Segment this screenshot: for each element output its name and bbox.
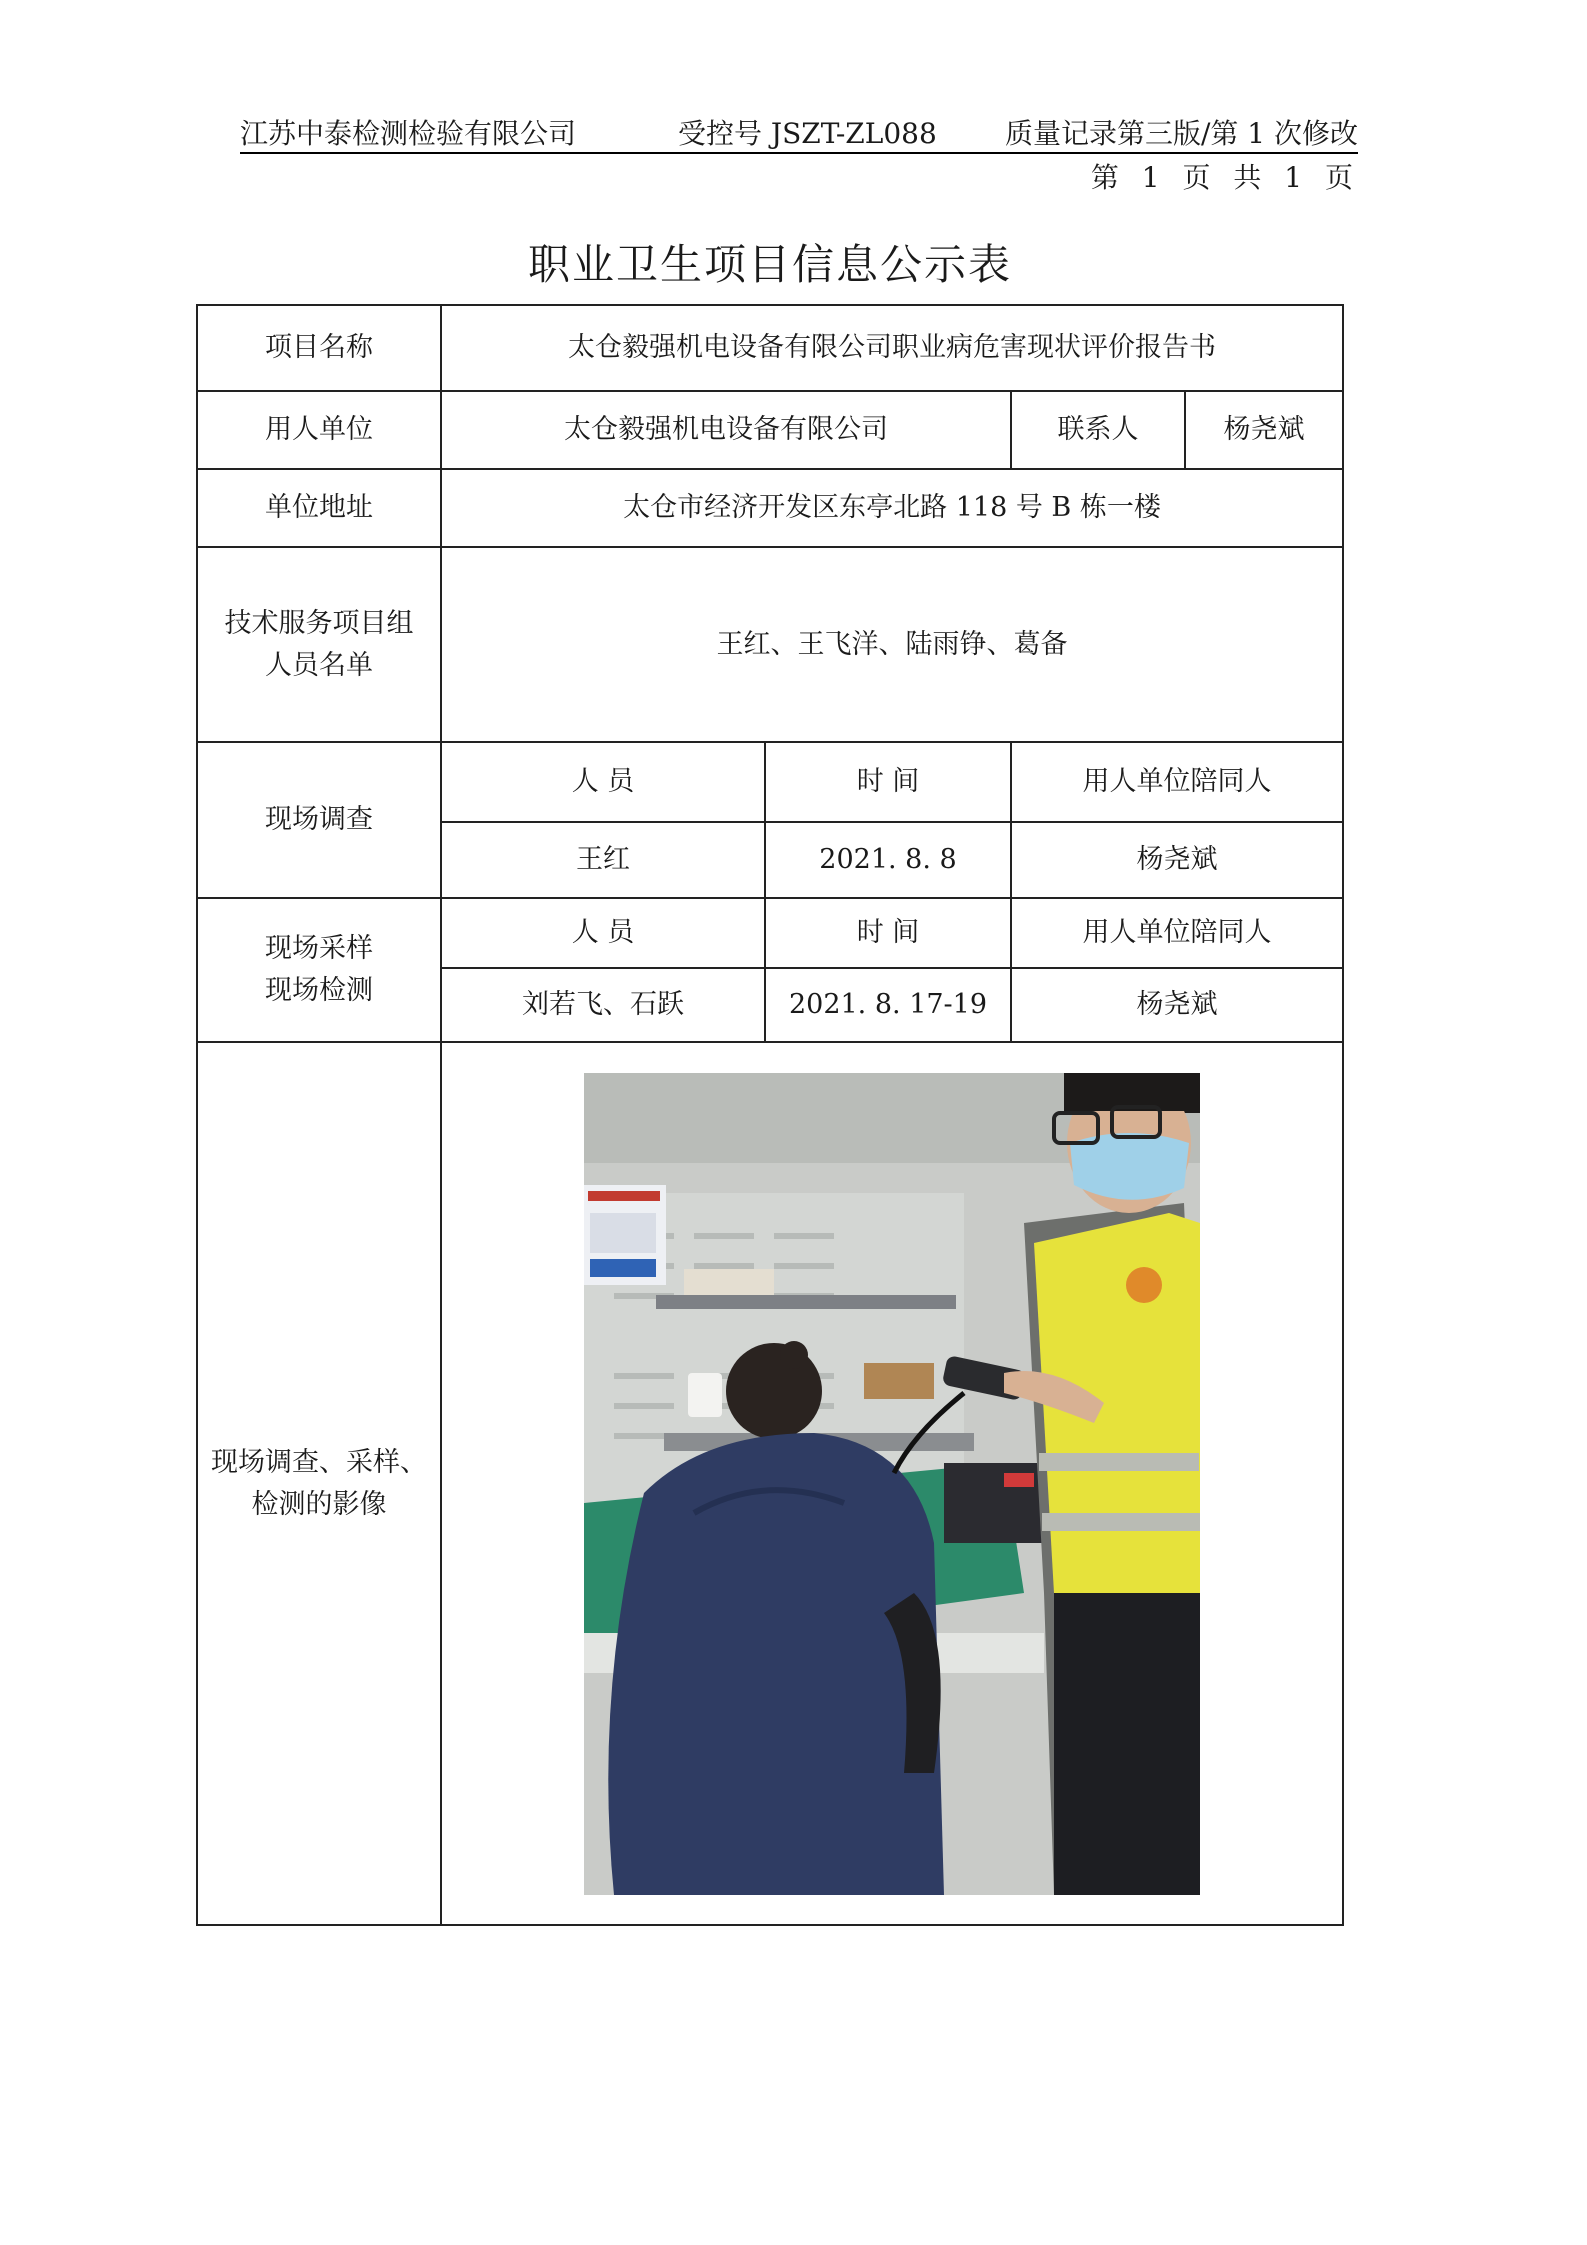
address-value: 太仓市经济开发区东亭北路 118 号 B 栋一楼 [441, 469, 1343, 547]
survey-col-person: 人 员 [441, 742, 765, 822]
sampling-escort: 杨尧斌 [1011, 968, 1343, 1042]
page-number: 第 1 页 共 1 页 [1090, 161, 1353, 194]
sampling-person: 刘若飞、石跃 [441, 968, 765, 1042]
photo-label-line2: 检测的影像 [251, 1488, 387, 1520]
project-name-label: 项目名称 [197, 305, 441, 391]
sampling-label-line1: 现场采样 [265, 933, 373, 965]
photo-cell [441, 1042, 1343, 1925]
photo-label-line1: 现场调查、采样、 [211, 1446, 427, 1478]
team-value: 王红、王飞洋、陆雨铮、葛备 [441, 547, 1343, 742]
survey-escort: 杨尧斌 [1011, 822, 1343, 898]
record-version: 质量记录第三版/第 1 次修改 [1004, 117, 1358, 150]
row-address [197, 469, 1343, 547]
sampling-col-time: 时 间 [765, 898, 1011, 968]
contact-value: 杨尧斌 [1185, 391, 1343, 469]
survey-col-time: 时 间 [765, 742, 1011, 822]
row-project-name [197, 305, 1343, 391]
team-label-line2: 人员名单 [265, 649, 373, 681]
employer-label: 用人单位 [197, 391, 441, 469]
info-table [196, 304, 1344, 1926]
survey-time: 2021. 8. 8 [765, 822, 1011, 898]
row-photo [197, 1042, 1343, 1925]
survey-label: 现场调查 [197, 742, 441, 898]
row-team [197, 547, 1343, 742]
sampling-col-person: 人 员 [441, 898, 765, 968]
sampling-col-escort: 用人单位陪同人 [1011, 898, 1343, 968]
survey-col-escort: 用人单位陪同人 [1011, 742, 1343, 822]
contact-label: 联系人 [1011, 391, 1185, 469]
employer-value: 太仓毅强机电设备有限公司 [441, 391, 1011, 469]
address-label: 单位地址 [197, 469, 441, 547]
page-header [240, 112, 1358, 154]
team-label-line1: 技术服务项目组 [224, 607, 414, 639]
sampling-label [197, 898, 441, 1042]
survey-person: 王红 [441, 822, 765, 898]
row-sampling-header [197, 898, 1343, 968]
photo-label [197, 1042, 441, 1925]
sampling-label-line2: 现场检测 [265, 975, 373, 1006]
page-title: 职业卫生项目信息公示表 [527, 240, 1012, 289]
team-label [197, 547, 441, 742]
row-survey-header [197, 742, 1343, 822]
sampling-time: 2021. 8. 17-19 [765, 968, 1011, 1042]
company-name: 江苏中泰检测检验有限公司 [240, 117, 577, 150]
row-employer [197, 391, 1343, 469]
control-number: 受控号 JSZT-ZL088 [678, 117, 937, 150]
project-name-value: 太仓毅强机电设备有限公司职业病危害现状评价报告书 [441, 305, 1343, 391]
site-photo [584, 1073, 1200, 1895]
